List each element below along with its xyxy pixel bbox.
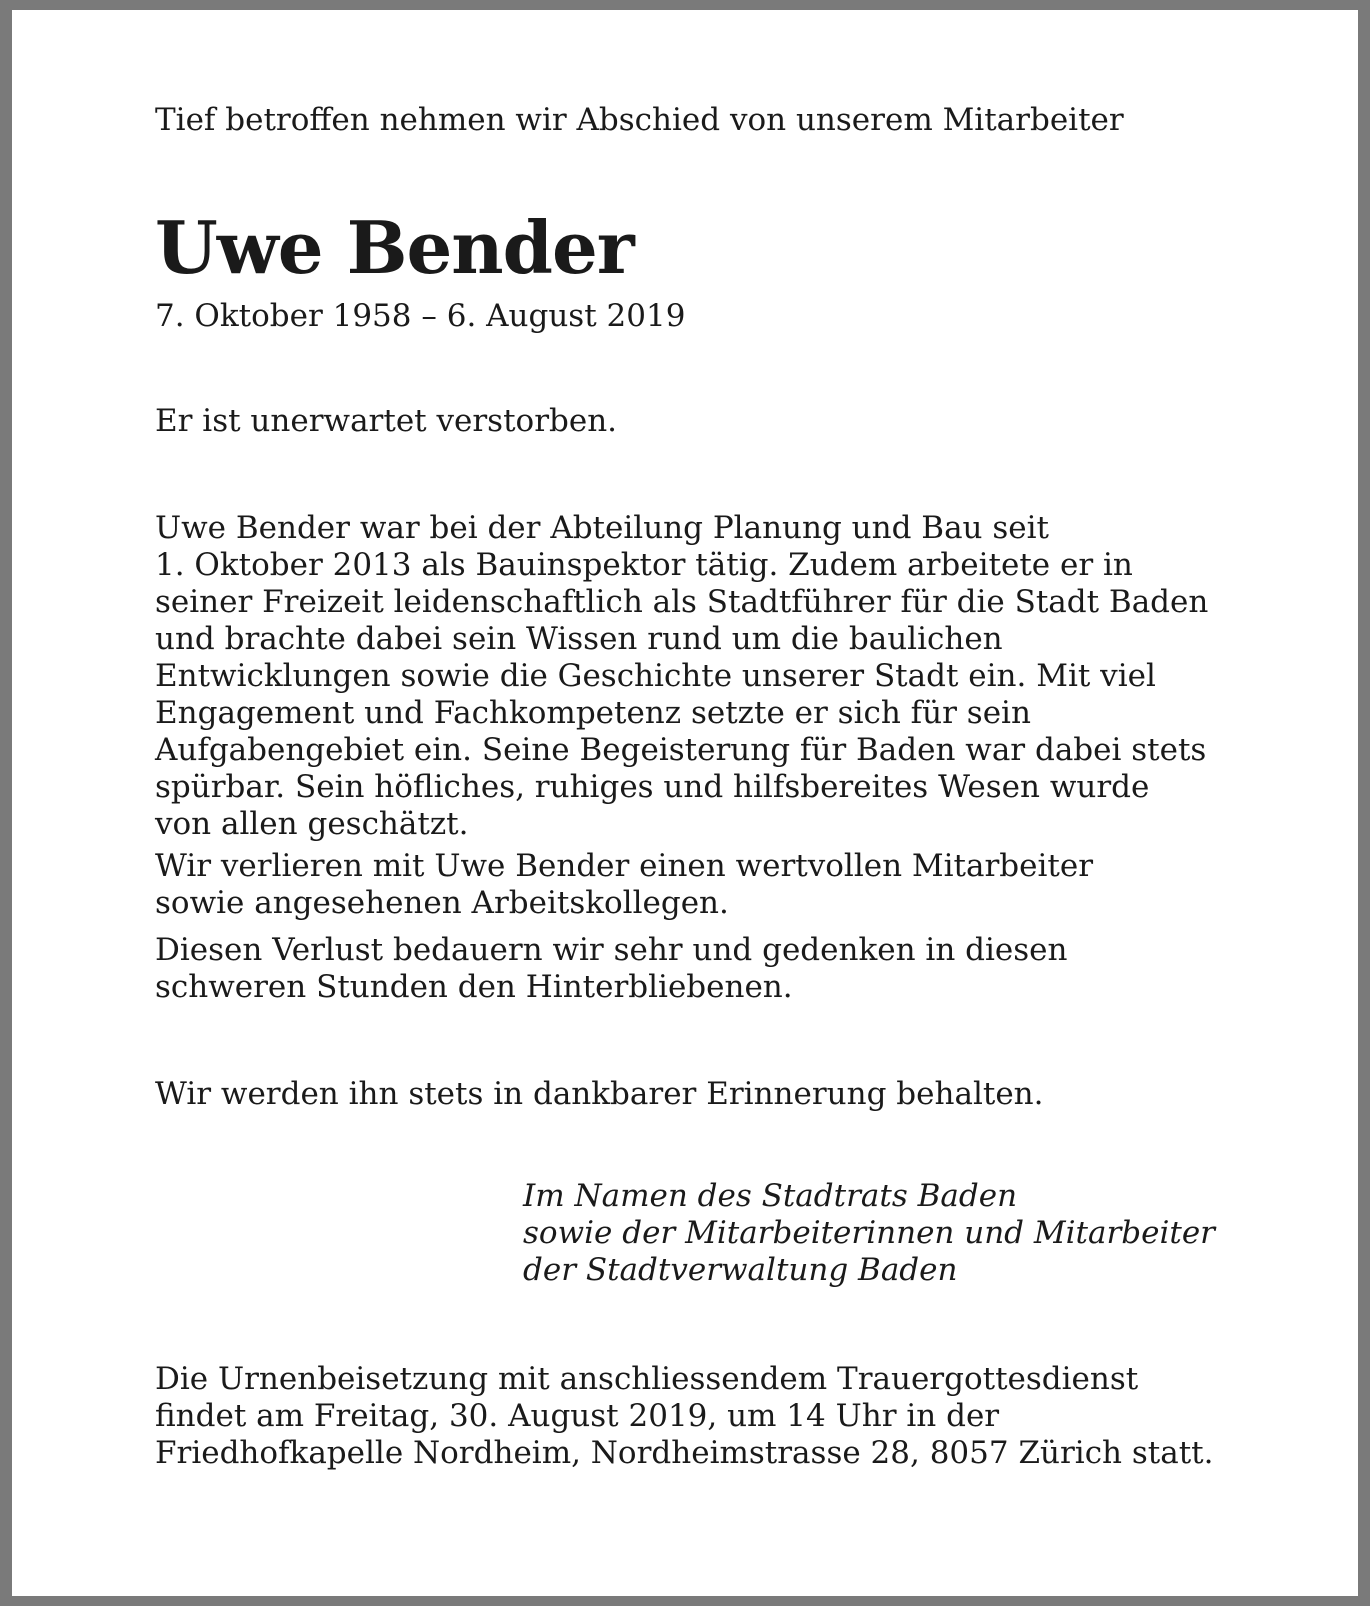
service-details (155, 1361, 1214, 1472)
signature-line: der Stadtverwaltung Baden (523, 1252, 958, 1288)
condolence-paragraph (155, 932, 1067, 1006)
loss-paragraph (155, 848, 1093, 922)
intro-line: Tief betroffen nehmen wir Abschied von unserem Mitarbeiter (155, 102, 1124, 138)
deceased-name: Uwe Bender (155, 205, 634, 290)
text-line: Friedhofkapelle Nordheim, Nordheimstrasse 28, 8057 Zürich statt. (155, 1435, 1214, 1471)
text-line: schweren Stunden den Hinterbliebenen. (155, 969, 793, 1005)
closing-line: Wir werden ihn stets in dankbarer Erinnerung behalten. (155, 1076, 1044, 1112)
text-line: findet am Freitag, 30. August 2019, um 14 Uhr in der (155, 1398, 1000, 1434)
signature-line: Im Namen des Stadtrats Baden (523, 1178, 1018, 1214)
text-line: und brachte dabei sein Wissen rund um die baulichen (155, 621, 1003, 657)
text-line: Entwicklungen sowie die Geschichte unserer Stadt ein. Mit viel (155, 658, 1156, 694)
signature-block (523, 1178, 1215, 1289)
text-line: von allen geschätzt. (155, 806, 469, 842)
text-line: Wir verlieren mit Uwe Bender einen wertvollen Mitarbeiter (155, 848, 1094, 884)
life-dates: 7. Oktober 1958 – 6. August 2019 (155, 298, 686, 334)
text-line: sowie angesehenen Arbeitskollegen. (155, 885, 729, 921)
text-line: Engagement und Fachkompetenz setzte er sich für sein (155, 695, 1031, 731)
death-note: Er ist unerwartet verstorben. (155, 403, 618, 439)
text-line: Die Urnenbeisetzung mit anschliessendem Trauergottesdienst (155, 1361, 1139, 1397)
text-line: spürbar. Sein höfliches, ruhiges und hilfsbereites Wesen wurde (155, 769, 1150, 805)
text-line: 1. Oktober 2013 als Bauinspektor tätig. Zudem arbeitete er in (155, 547, 1133, 583)
obituary-page (12, 10, 1358, 1596)
text-line: Aufgabengebiet ein. Seine Begeisterung für Baden war dabei stets (155, 732, 1207, 768)
biography-paragraph (155, 510, 1208, 843)
text-line: Diesen Verlust bedauern wir sehr und gedenken in diesen (155, 932, 1068, 968)
text-line: Uwe Bender war bei der Abteilung Planung und Bau seit (155, 510, 1050, 546)
text-line: seiner Freizeit leidenschaftlich als Stadtführer für die Stadt Baden (155, 584, 1209, 620)
signature-line: sowie der Mitarbeiterinnen und Mitarbeiter (523, 1215, 1216, 1251)
